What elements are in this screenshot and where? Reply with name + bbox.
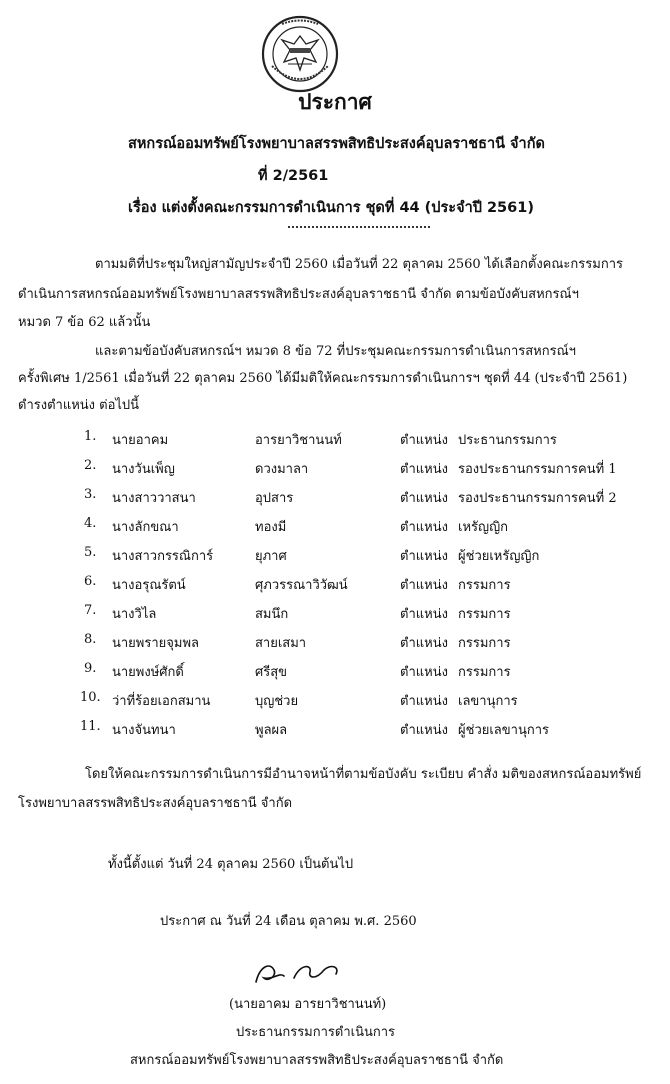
member-last-name: สายเสมา bbox=[255, 636, 307, 651]
closing-line: โรงพยาบาลสรรพสิทธิประสงค์อุบลราชธานี จำกัด bbox=[18, 796, 293, 811]
member-position-label: ตำแหน่ง bbox=[400, 462, 448, 477]
organization-name: สหกรณ์ออมทรัพย์โรงพยาบาลสรรพสิทธิประสงค์อุบลราชธานี จำกัด bbox=[128, 136, 545, 152]
signer-organization: สหกรณ์ออมทรัพย์โรงพยาบาลสรรพสิทธิประสงค์อุบลราชธานี จำกัด bbox=[130, 1053, 504, 1068]
member-number: 3. bbox=[84, 487, 97, 502]
member-last-name: ดวงมาลา bbox=[255, 462, 309, 477]
intro-line: และตามข้อบังคับสหกรณ์ฯ หมวด 8 ข้อ 72 ที่ประชุมคณะกรรมการดำเนินการสหกรณ์ฯ bbox=[95, 344, 576, 359]
member-position-label: ตำแหน่ง bbox=[400, 491, 448, 506]
member-first-name: ว่าที่ร้อยเอกสมาน bbox=[112, 694, 211, 709]
member-first-name: นางจันทนา bbox=[112, 723, 176, 738]
member-number: 10. bbox=[80, 690, 101, 705]
member-position: ผู้ช่วยเหรัญญิก bbox=[458, 549, 540, 564]
member-number: 2. bbox=[84, 458, 97, 473]
member-position-label: ตำแหน่ง bbox=[400, 665, 448, 680]
member-first-name: นายพงษ์ศักดิ์ bbox=[112, 665, 184, 680]
signer-role: ประธานกรรมการดำเนินการ bbox=[236, 1025, 396, 1040]
announced-date: ประกาศ ณ วันที่ 24 เดือน ตุลาคม พ.ศ. 2560 bbox=[160, 914, 417, 929]
member-last-name: ศุภวรรณาวิวัฒน์ bbox=[255, 578, 348, 593]
member-last-name: ศรีสุข bbox=[255, 665, 288, 680]
member-position: กรรมการ bbox=[458, 636, 511, 651]
member-position-label: ตำแหน่ง bbox=[400, 694, 448, 709]
member-last-name: อารยาวิชานนท์ bbox=[255, 433, 342, 448]
member-first-name: นางวันเพ็ญ bbox=[112, 462, 175, 477]
member-first-name: นางวิไล bbox=[112, 607, 157, 622]
cooperative-seal-logo bbox=[260, 14, 340, 94]
intro-line: ดำรงตำแหน่ง ต่อไปนี้ bbox=[18, 398, 140, 413]
member-first-name: นายพรายจุมพล bbox=[112, 636, 199, 651]
signer-name: (นายอาคม อารยาวิชานนท์) bbox=[229, 997, 387, 1012]
member-position-label: ตำแหน่ง bbox=[400, 636, 448, 651]
member-position-label: ตำแหน่ง bbox=[400, 520, 448, 535]
member-number: 6. bbox=[84, 574, 97, 589]
member-position: เหรัญญิก bbox=[458, 520, 509, 535]
member-last-name: ยุภาศ bbox=[255, 549, 287, 564]
member-first-name: นางอรุณรัตน์ bbox=[112, 578, 186, 593]
intro-line: ดำเนินการสหกรณ์ออมทรัพย์โรงพยาบาลสรรพสิทธิประสงค์อุบลราชธานี จำกัด ตามข้อบังคับสหกรณ์ฯ bbox=[18, 287, 579, 302]
member-position: รองประธานกรรมการคนที่ 2 bbox=[458, 491, 617, 506]
announcement-number: ที่ 2/2561 bbox=[258, 168, 329, 184]
member-position: กรรมการ bbox=[458, 578, 511, 593]
member-first-name: นายอาคม bbox=[112, 433, 169, 448]
member-first-name: นางลักขณา bbox=[112, 520, 179, 535]
member-position: กรรมการ bbox=[458, 665, 511, 680]
intro-line: ตามมติที่ประชุมใหญ่สามัญประจำปี 2560 เมื่อวันที่ 22 ตุลาคม 2560 ได้เลือกตั้งคณะกรรมการ bbox=[95, 257, 623, 272]
member-last-name: ทองมี bbox=[255, 520, 287, 535]
member-last-name: อุปสาร bbox=[255, 491, 294, 506]
member-position: ผู้ช่วยเลขานุการ bbox=[458, 723, 549, 738]
member-number: 8. bbox=[84, 632, 97, 647]
member-position-label: ตำแหน่ง bbox=[400, 607, 448, 622]
intro-line: ครั้งพิเศษ 1/2561 เมื่อวันที่ 22 ตุลาคม 2560 ได้มีมติให้คณะกรรมการดำเนินการฯ ชุดที่ 44 (ประจำปี 2561) bbox=[18, 371, 628, 386]
effective-date: ทั้งนี้ตั้งแต่ วันที่ 24 ตุลาคม 2560 เป็นต้นไป bbox=[108, 857, 354, 872]
member-number: 4. bbox=[84, 516, 97, 531]
member-position-label: ตำแหน่ง bbox=[400, 723, 448, 738]
member-position-label: ตำแหน่ง bbox=[400, 433, 448, 448]
member-position: ประธานกรรมการ bbox=[458, 433, 557, 448]
member-number: 9. bbox=[84, 661, 97, 676]
closing-line: โดยให้คณะกรรมการดำเนินการมีอำนาจหน้าที่ตามข้อบังคับ ระเบียบ คำสั่ง มติของสหกรณ์ออมทรัพย์ bbox=[85, 767, 642, 782]
member-number: 1. bbox=[84, 429, 97, 444]
member-position: รองประธานกรรมการคนที่ 1 bbox=[458, 462, 617, 477]
member-position-label: ตำแหน่ง bbox=[400, 549, 448, 564]
member-first-name: นางสาวกรรณิการ์ bbox=[112, 549, 214, 564]
intro-line: หมวด 7 ข้อ 62 แล้วนั้น bbox=[18, 315, 151, 330]
announcement-subject: เรื่อง แต่งตั้งคณะกรรมการดำเนินการ ชุดที่ 44 (ประจำปี 2561) bbox=[128, 200, 534, 216]
member-last-name: บุญช่วย bbox=[255, 694, 299, 709]
member-first-name: นางสาววาสนา bbox=[112, 491, 196, 506]
member-position: กรรมการ bbox=[458, 607, 511, 622]
title-divider bbox=[288, 226, 430, 228]
page-title: ประกาศ bbox=[298, 90, 372, 114]
member-last-name: สมนึก bbox=[255, 607, 289, 622]
member-number: 5. bbox=[84, 545, 97, 560]
member-position: เลขานุการ bbox=[458, 694, 518, 709]
member-last-name: พูลผล bbox=[255, 723, 288, 738]
member-number: 11. bbox=[80, 719, 101, 734]
member-number: 7. bbox=[84, 603, 97, 618]
member-position-label: ตำแหน่ง bbox=[400, 578, 448, 593]
handwritten-signature bbox=[250, 958, 360, 988]
